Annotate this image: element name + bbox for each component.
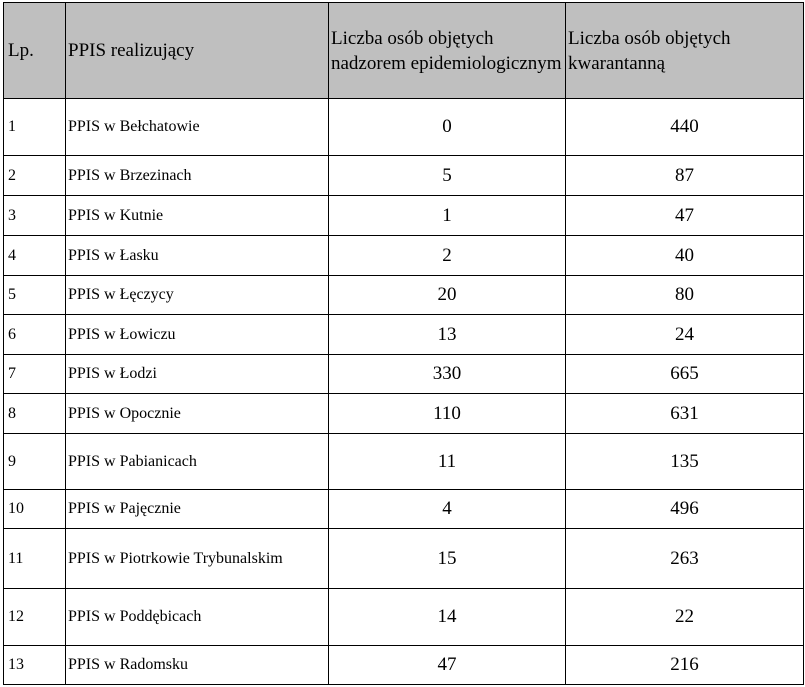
row-quarantine: 631 — [566, 394, 804, 434]
row-lp: 12 — [4, 589, 66, 646]
row-lp: 4 — [4, 236, 66, 276]
row-surveillance: 1 — [329, 196, 566, 236]
row-name: PPIS w Łasku — [66, 236, 329, 276]
row-quarantine: 263 — [566, 529, 804, 589]
row-lp: 10 — [4, 490, 66, 529]
table-header-row — [4, 3, 804, 99]
row-quarantine: 40 — [566, 236, 804, 276]
row-quarantine: 87 — [566, 156, 804, 196]
ppis-data-table — [3, 2, 804, 685]
table-row — [4, 156, 804, 196]
row-name: PPIS w Brzezinach — [66, 156, 329, 196]
row-name: PPIS w Pabianicach — [66, 434, 329, 490]
table-row — [4, 434, 804, 490]
row-quarantine: 216 — [566, 646, 804, 685]
row-quarantine: 80 — [566, 276, 804, 315]
row-name: PPIS w Opocznie — [66, 394, 329, 434]
header-quarantine: Liczba osób objętych kwarantanną — [566, 3, 804, 99]
row-surveillance: 2 — [329, 236, 566, 276]
header-surveillance: Liczba osób objętych nadzorem epidemiologicznym — [329, 3, 566, 99]
row-surveillance: 15 — [329, 529, 566, 589]
row-surveillance: 14 — [329, 589, 566, 646]
row-name: PPIS w Pajęcznie — [66, 490, 329, 529]
header-lp: Lp. — [4, 3, 66, 99]
table-row — [4, 355, 804, 394]
row-lp: 2 — [4, 156, 66, 196]
row-lp: 8 — [4, 394, 66, 434]
row-surveillance: 47 — [329, 646, 566, 685]
table-row — [4, 490, 804, 529]
row-lp: 13 — [4, 646, 66, 685]
table-row — [4, 315, 804, 355]
table-row — [4, 276, 804, 315]
row-name: PPIS w Radomsku — [66, 646, 329, 685]
row-surveillance: 11 — [329, 434, 566, 490]
row-quarantine: 496 — [566, 490, 804, 529]
row-quarantine: 665 — [566, 355, 804, 394]
row-name: PPIS w Łęczycy — [66, 276, 329, 315]
table-row — [4, 196, 804, 236]
row-name: PPIS w Łodzi — [66, 355, 329, 394]
table-row — [4, 99, 804, 156]
row-quarantine: 24 — [566, 315, 804, 355]
row-lp: 7 — [4, 355, 66, 394]
row-surveillance: 13 — [329, 315, 566, 355]
row-surveillance: 330 — [329, 355, 566, 394]
row-surveillance: 20 — [329, 276, 566, 315]
row-quarantine: 22 — [566, 589, 804, 646]
table-row — [4, 529, 804, 589]
row-quarantine: 47 — [566, 196, 804, 236]
row-lp: 6 — [4, 315, 66, 355]
table-row — [4, 236, 804, 276]
row-name: PPIS w Piotrkowie Trybunalskim — [66, 529, 329, 589]
table-row — [4, 394, 804, 434]
row-surveillance: 110 — [329, 394, 566, 434]
row-quarantine: 135 — [566, 434, 804, 490]
row-surveillance: 5 — [329, 156, 566, 196]
row-name: PPIS w Łowiczu — [66, 315, 329, 355]
row-lp: 5 — [4, 276, 66, 315]
row-lp: 1 — [4, 99, 66, 156]
table-row — [4, 646, 804, 685]
row-lp: 9 — [4, 434, 66, 490]
row-lp: 11 — [4, 529, 66, 589]
row-name: PPIS w Kutnie — [66, 196, 329, 236]
row-surveillance: 0 — [329, 99, 566, 156]
table-row — [4, 589, 804, 646]
row-name: PPIS w Poddębicach — [66, 589, 329, 646]
row-lp: 3 — [4, 196, 66, 236]
row-quarantine: 440 — [566, 99, 804, 156]
row-surveillance: 4 — [329, 490, 566, 529]
row-name: PPIS w Bełchatowie — [66, 99, 329, 156]
header-ppis: PPIS realizujący — [66, 3, 329, 99]
